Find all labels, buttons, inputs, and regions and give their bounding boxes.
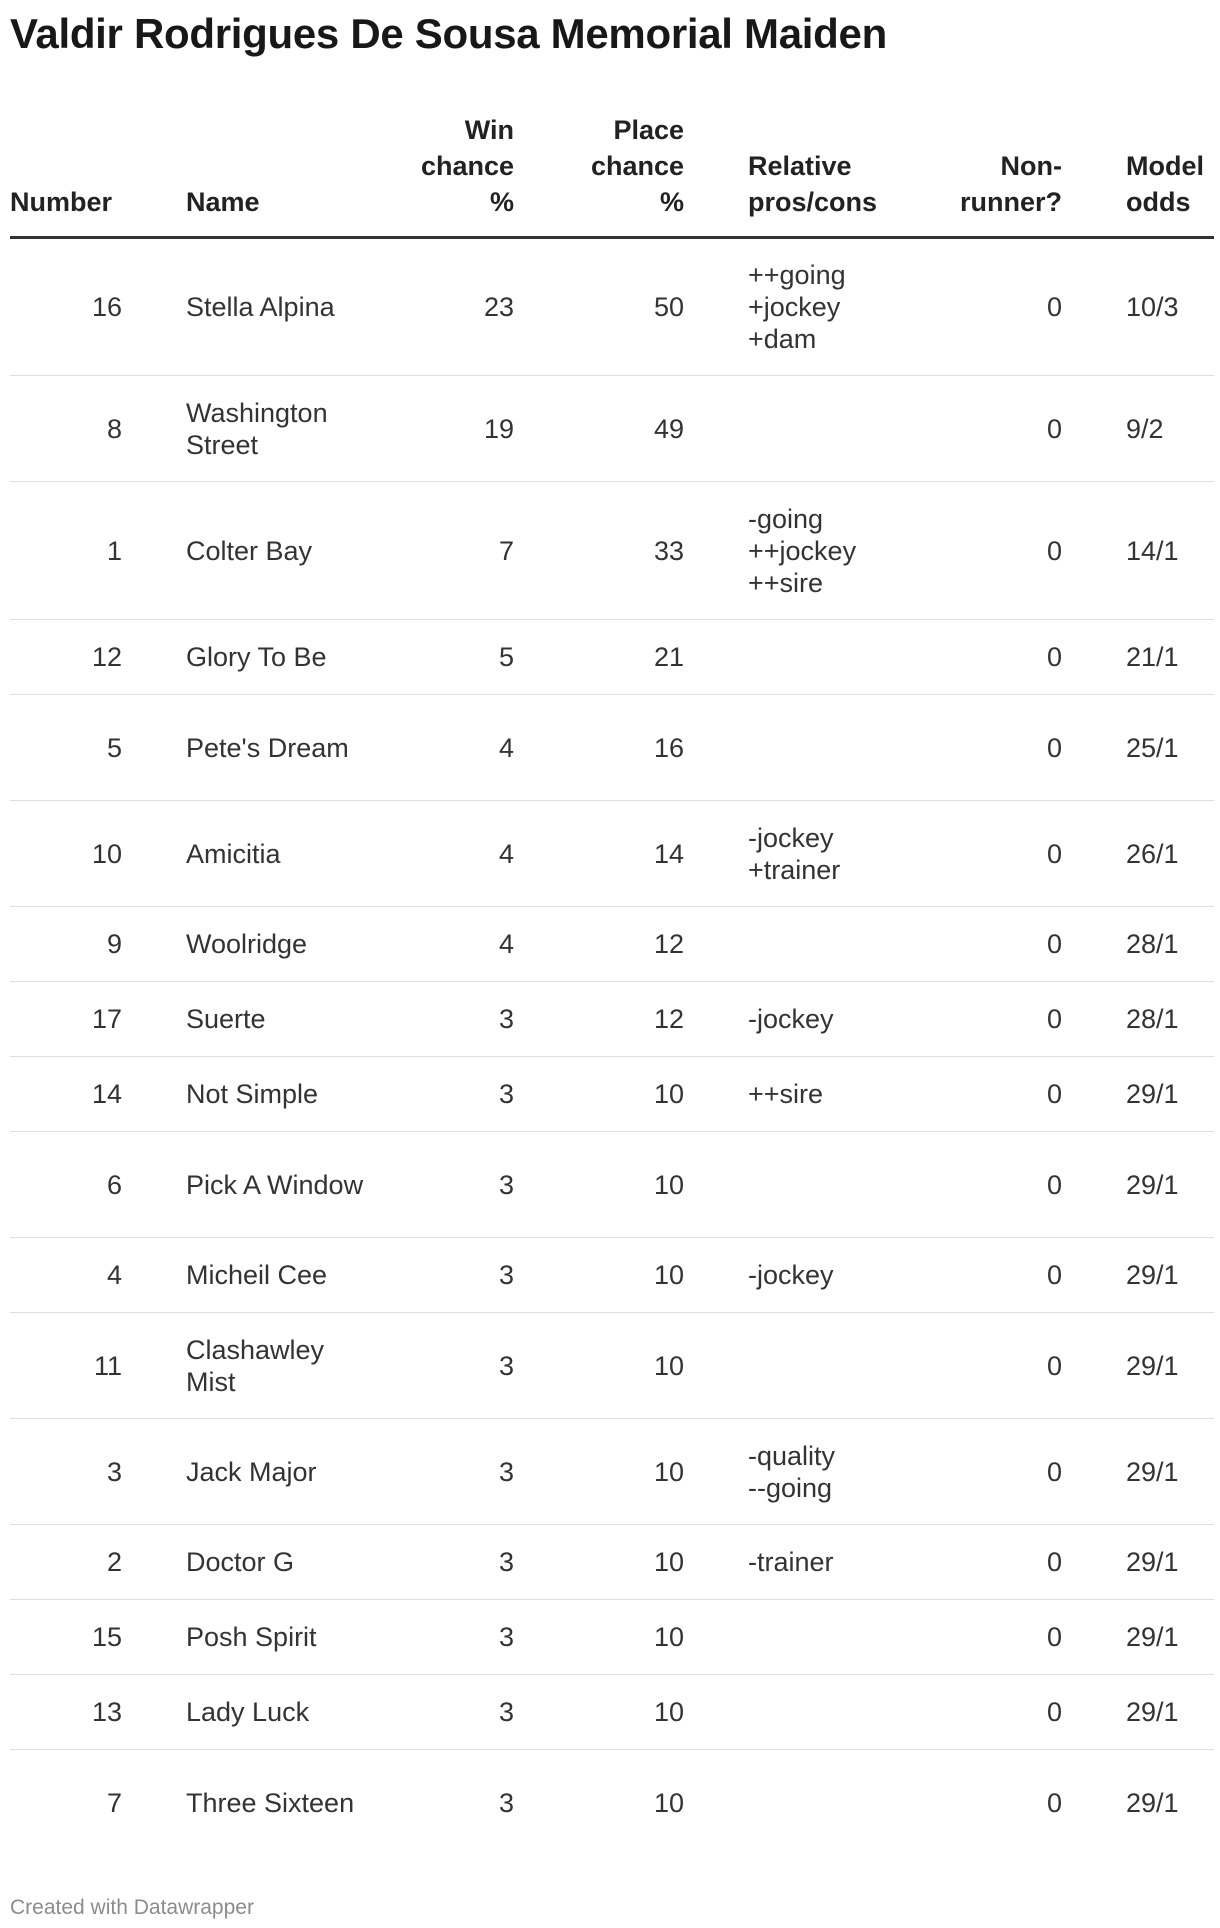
cell-non-runner: 0 (1046, 1787, 1062, 1818)
cell-spacer (122, 1675, 186, 1750)
cell-spacer (684, 1419, 748, 1525)
cell-non-runner: 0 (928, 1600, 1062, 1675)
cell-non-runner: 0 (928, 982, 1062, 1057)
cell-place-chance: 10 (514, 1600, 684, 1675)
header-place-chance (514, 112, 684, 238)
cell-number: 17 (10, 982, 122, 1057)
cell-spacer (684, 376, 748, 482)
table-row (10, 620, 1214, 695)
cell-name: Clashawley Mist (186, 1313, 376, 1419)
cell-non-runner: 0 (928, 620, 1062, 695)
cell-spacer (122, 801, 186, 907)
cell-win-chance: 3 (376, 1525, 514, 1600)
cell-place-chance: 33 (514, 482, 684, 620)
cell-pros-cons (748, 1525, 928, 1600)
cell-pros-cons (748, 620, 928, 695)
pros-cons-item: ++sire (748, 567, 824, 598)
cell-spacer (1062, 1525, 1126, 1600)
cell-model-odds: 29/1 (1126, 1525, 1214, 1600)
header-model-odds (1126, 112, 1214, 238)
cell-non-runner: 0 (928, 238, 1062, 376)
cell-name: Colter Bay (186, 482, 376, 620)
cell-spacer (1062, 482, 1126, 620)
cell-place-chance: 10 (514, 1525, 684, 1600)
header-place-line: Place (613, 115, 684, 145)
cell-number: 11 (10, 1313, 122, 1419)
cell-non-runner: 0 (928, 1525, 1062, 1600)
cell-name: Pete's Dream (186, 695, 376, 801)
cell-win-chance: 4 (376, 907, 514, 982)
cell-model-odds: 28/1 (1126, 982, 1214, 1057)
cell-spacer (122, 982, 186, 1057)
cell-pros-cons (748, 1600, 928, 1675)
cell-place-chance: 14 (514, 801, 684, 907)
header-place-line: chance (590, 151, 684, 181)
cell-number: 7 (106, 1787, 122, 1818)
cell-name: Amicitia (186, 801, 376, 907)
table-row (10, 1132, 1214, 1238)
cell-model-odds: 29/1 (1126, 1600, 1214, 1675)
header-pros-cons (748, 112, 928, 238)
cell-name: Pick A Window (186, 1132, 376, 1238)
header-win-line: Win (464, 115, 514, 145)
cell-spacer (122, 1525, 186, 1600)
cell-model-odds: 29/1 (1126, 1313, 1214, 1419)
cell-spacer (122, 1419, 186, 1525)
pros-cons-item: ++sire (748, 1079, 824, 1109)
cell-spacer (1062, 1419, 1126, 1525)
cell-win-chance: 23 (376, 238, 514, 376)
cell-pros-cons (748, 482, 928, 620)
cell-pros-cons (748, 1057, 928, 1132)
header-win-line: chance (420, 151, 514, 181)
table-row (10, 695, 1214, 801)
cell-spacer (684, 1675, 748, 1750)
cell-spacer (684, 801, 748, 907)
pros-cons-item: -jockey (748, 822, 834, 853)
cell-name: Suerte (186, 982, 376, 1057)
cell-spacer (684, 1525, 748, 1600)
cell-spacer (122, 620, 186, 695)
cell-spacer (684, 907, 748, 982)
cell-win-chance: 3 (376, 1419, 514, 1525)
cell-name: Jack Major (186, 1419, 376, 1525)
cell-win-chance: 3 (376, 1313, 514, 1419)
cell-pros-cons (748, 1675, 928, 1750)
cell-win-chance: 5 (376, 620, 514, 695)
cell-number: 13 (10, 1675, 122, 1750)
cell-non-runner: 0 (928, 1313, 1062, 1419)
cell-name: Lady Luck (186, 1675, 376, 1750)
cell-spacer (684, 620, 748, 695)
cell-non-runner: 0 (928, 1419, 1062, 1525)
cell-spacer (684, 1132, 748, 1238)
cell-place-chance: 12 (514, 907, 684, 982)
cell-model-odds: 26/1 (1126, 801, 1214, 907)
cell-pros-cons (748, 1238, 928, 1313)
cell-number: 4 (10, 1238, 122, 1313)
table-row (10, 1750, 1214, 1856)
cell-pros-cons (748, 1750, 928, 1856)
cell-model-odds: 29/1 (1126, 1057, 1214, 1132)
cell-place-chance: 50 (514, 238, 684, 376)
cell-number: 14 (10, 1057, 122, 1132)
cell-win-chance: 7 (376, 482, 514, 620)
cell-name: Micheil Cee (186, 1238, 376, 1313)
cell-model-odds: 10/3 (1126, 238, 1214, 376)
pros-cons-item: +dam (748, 324, 817, 354)
cell-spacer (122, 695, 186, 801)
header-win-chance (376, 112, 514, 238)
cell-spacer (1062, 238, 1126, 376)
table-row (10, 482, 1214, 620)
header-odds-line: Model (1126, 151, 1204, 181)
cell-spacer (684, 1057, 748, 1132)
cell-model-odds: 9/2 (1126, 376, 1214, 482)
header-row (10, 112, 1214, 238)
cell-name: Posh Spirit (186, 1600, 376, 1675)
cell-spacer (1062, 1132, 1126, 1238)
cell-win-chance: 3 (498, 1787, 514, 1818)
cell-non-runner: 0 (928, 907, 1062, 982)
cell-place-chance: 12 (514, 982, 684, 1057)
cell-win-chance: 3 (376, 1132, 514, 1238)
cell-spacer (1062, 1750, 1126, 1856)
header-non-runner (928, 112, 1062, 238)
cell-place-chance: 10 (514, 1675, 684, 1750)
header-nonrunner-line: Non- (1000, 151, 1062, 181)
cell-name: Not Simple (186, 1057, 376, 1132)
pros-cons-item: +jockey (748, 292, 841, 322)
cell-place-chance: 10 (514, 1132, 684, 1238)
cell-spacer (1062, 620, 1126, 695)
table-body (10, 238, 1214, 1856)
cell-number: 2 (10, 1525, 122, 1600)
pros-cons-item: ++going (748, 260, 846, 290)
cell-place-chance: 10 (514, 1419, 684, 1525)
cell-model-odds: 25/1 (1126, 695, 1214, 801)
cell-name: Three Sixteen (186, 1787, 355, 1818)
cell-name: Woolridge (186, 907, 376, 982)
cell-spacer (122, 1057, 186, 1132)
cell-spacer (1062, 376, 1126, 482)
cell-spacer (122, 238, 186, 376)
cell-place-chance: 10 (514, 1313, 684, 1419)
cell-spacer (684, 1313, 748, 1419)
cell-pros-cons (748, 982, 928, 1057)
footer-credit: Created with Datawrapper (10, 1896, 254, 1919)
cell-name: Glory To Be (186, 620, 376, 695)
pros-cons-item: +trainer (748, 854, 841, 885)
cell-model-odds: 29/1 (1126, 1132, 1214, 1238)
cell-spacer (122, 907, 186, 982)
cell-name: Doctor G (186, 1525, 376, 1600)
cell-number: 12 (10, 620, 122, 695)
table-row (10, 1238, 1214, 1313)
cell-spacer (684, 482, 748, 620)
cell-spacer (1062, 801, 1126, 907)
cell-number: 10 (10, 801, 122, 907)
cell-spacer (684, 238, 748, 376)
table-row (10, 801, 1214, 907)
race-table (10, 112, 1214, 1856)
cell-pros-cons (748, 801, 928, 907)
cell-win-chance: 4 (376, 801, 514, 907)
cell-spacer (1062, 1675, 1126, 1750)
pros-cons-item: -jockey (748, 1260, 834, 1290)
cell-number: 16 (10, 238, 122, 376)
cell-win-chance: 3 (376, 1600, 514, 1675)
table-row (10, 1419, 1214, 1525)
table-row (10, 982, 1214, 1057)
cell-non-runner: 0 (928, 482, 1062, 620)
cell-number: 6 (10, 1132, 122, 1238)
cell-spacer (684, 695, 748, 801)
table-row (10, 1525, 1214, 1600)
cell-spacer (122, 376, 186, 482)
cell-non-runner: 0 (928, 1132, 1062, 1238)
cell-pros-cons (748, 1132, 928, 1238)
pros-cons-item: -quality (748, 1440, 836, 1471)
cell-place-chance: 10 (514, 1057, 684, 1132)
cell-number: 15 (10, 1600, 122, 1675)
pros-cons-item: ++jockey (748, 535, 857, 566)
cell-spacer (684, 1600, 748, 1675)
cell-model-odds: 21/1 (1126, 620, 1214, 695)
cell-model-odds: 28/1 (1126, 907, 1214, 982)
cell-model-odds: 29/1 (1126, 1238, 1214, 1313)
cell-pros-cons (748, 907, 928, 982)
table-row (10, 238, 1214, 376)
cell-pros-cons (748, 376, 928, 482)
cell-name: Stella Alpina (186, 238, 376, 376)
cell-non-runner: 0 (928, 801, 1062, 907)
cell-non-runner: 0 (928, 1057, 1062, 1132)
table-row (10, 1057, 1214, 1132)
table-row (10, 1313, 1214, 1419)
cell-number: 8 (10, 376, 122, 482)
cell-spacer (1062, 1057, 1126, 1132)
cell-win-chance: 3 (376, 1675, 514, 1750)
table-row (10, 1600, 1214, 1675)
cell-spacer (1062, 1600, 1126, 1675)
cell-spacer (122, 1132, 186, 1238)
cell-non-runner: 0 (928, 695, 1062, 801)
cell-number: 3 (10, 1419, 122, 1525)
cell-spacer (684, 1238, 748, 1313)
cell-place-chance: 16 (514, 695, 684, 801)
cell-model-odds: 29/1 (1126, 1419, 1214, 1525)
cell-spacer (1062, 982, 1126, 1057)
cell-spacer (1062, 907, 1126, 982)
cell-spacer (684, 982, 748, 1057)
cell-win-chance: 19 (376, 376, 514, 482)
cell-model-odds: 14/1 (1126, 482, 1214, 620)
cell-place-chance: 10 (514, 1238, 684, 1313)
cell-spacer (1062, 1313, 1126, 1419)
chart-title: Valdir Rodrigues De Sousa Memorial Maiden (10, 10, 887, 57)
header-number: Number (10, 112, 122, 238)
cell-win-chance: 3 (376, 1238, 514, 1313)
pros-cons-item: -jockey (748, 1004, 834, 1034)
cell-number: 1 (10, 482, 122, 620)
cell-number: 9 (10, 907, 122, 982)
table-row (10, 1675, 1214, 1750)
cell-win-chance: 3 (376, 1057, 514, 1132)
cell-spacer (1062, 695, 1126, 801)
header-odds-line: odds (1126, 187, 1191, 217)
header-win-line: % (489, 187, 514, 217)
pros-cons-item: -going (748, 503, 824, 534)
cell-spacer (122, 1313, 186, 1419)
table-row (10, 907, 1214, 982)
cell-name: Washington Street (186, 376, 376, 482)
pros-cons-item: --going (748, 1472, 833, 1503)
cell-pros-cons (748, 695, 928, 801)
header-nonrunner-line: runner? (959, 187, 1062, 217)
header-pros-line: pros/cons (748, 187, 878, 217)
header-pros-line: Relative (748, 151, 852, 181)
cell-spacer (684, 1750, 748, 1856)
cell-spacer (122, 482, 186, 620)
cell-model-odds: 29/1 (1126, 1675, 1214, 1750)
cell-place-chance: 10 (653, 1787, 684, 1818)
header-name: Name (186, 112, 376, 238)
cell-number: 5 (10, 695, 122, 801)
cell-win-chance: 3 (376, 982, 514, 1057)
cell-pros-cons (748, 1419, 928, 1525)
cell-pros-cons (748, 1313, 928, 1419)
cell-spacer (122, 1238, 186, 1313)
cell-spacer (1062, 1238, 1126, 1313)
cell-non-runner: 0 (928, 376, 1062, 482)
cell-place-chance: 21 (514, 620, 684, 695)
cell-non-runner: 0 (928, 1238, 1062, 1313)
cell-spacer (122, 1600, 186, 1675)
cell-win-chance: 4 (376, 695, 514, 801)
cell-place-chance: 49 (514, 376, 684, 482)
cell-pros-cons (748, 238, 928, 376)
cell-model-odds: 29/1 (1126, 1787, 1179, 1818)
header-place-line: % (659, 187, 684, 217)
table-row (10, 376, 1214, 482)
pros-cons-item: -trainer (748, 1547, 834, 1577)
cell-non-runner: 0 (928, 1675, 1062, 1750)
cell-spacer (122, 1750, 186, 1856)
